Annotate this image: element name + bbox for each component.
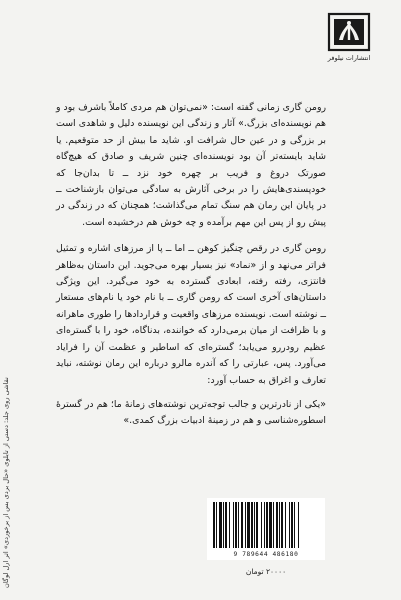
barcode-bars <box>207 498 325 550</box>
publisher-logo <box>319 12 379 62</box>
barcode <box>207 498 325 560</box>
blurb <box>56 100 326 438</box>
blurb-paragraph-2: رومن گاری در رقص چنگیز کوهن ــ اما ــ پا از مرزهای اشاره و تمثیل فراتر می‌نهد و از «نماد» نیز بسیار بهره می‌جوید. این داستان به‌ظاهر فانتزی، رفته رفته، ابعادی گسترده به خود می‌گیرد. این ویژگی داستان‌های آخری است که رومن گاری ــ با نام خود یا نام‌های مستعار ــ نوشته است. نویسنده مرزهای واقعیت و قراردادها را طوری ماهرانه و با ظرافت از میان برمی‌دارد که خواننده، بدناگاه، خود را با گستره‌ای عظیم رودررو می‌یابد؛ گستره‌ای که اساطیر و عظمت آن را فرایاد می‌آورد. پس، عبارتی را که آندره مالرو درباره این رمان نوشته، نباید تعارف و اغراق به حساب آورد: <box>56 243 326 386</box>
publisher-name: انتشارات نیلوفر <box>327 54 371 62</box>
cover-credit: نقاشی روی جلد: دستی از تابلوی «حال بردی بس از برخوردی» اثر ارل لوگان <box>2 377 10 588</box>
blurb-paragraph-1: رومن گاری زمانی گفته است: «نمی‌توان هم مردی کاملاً باشرف بود و هم نویسنده‌ای بزرگ.» آثار و زندگی این نویسنده دلیل و شاهدی است بر بزرگی و در عین حال شرافت او. شاید ما بیش از حد متوقعیم. یا شاید بایسته‌تر آن بود نویسنده‌ای چنین شریف و صادق که هیچ‌گاه صورتک دروغ و فریب بر چهره خود نزد ــ تا بدان‌جا که خودپسندی‌هایش را در برخی آثارش به سادگی می‌توان بازشناخت ــ در پایان این رمان هم سنگ تمام می‌گذاشت؛ همچنان که در زندگی در پیش رو از پس این مهم برآمده و چه خوش هم درخشیده است. <box>56 102 326 228</box>
price: ۲۰۰۰۰ تومان <box>245 567 287 576</box>
malraux-quote: «یکی از نادرترین و جالب توجه‌ترین نوشته‌های زمانهٔ ما؛ هم در گسترهٔ اسطوره‌شناسی و هم در زمینهٔ ادبیات بزرگ کمدی.» <box>56 398 326 427</box>
isbn-number: 9 789644 486180 <box>207 550 325 560</box>
publisher-emblem-icon <box>327 12 371 52</box>
